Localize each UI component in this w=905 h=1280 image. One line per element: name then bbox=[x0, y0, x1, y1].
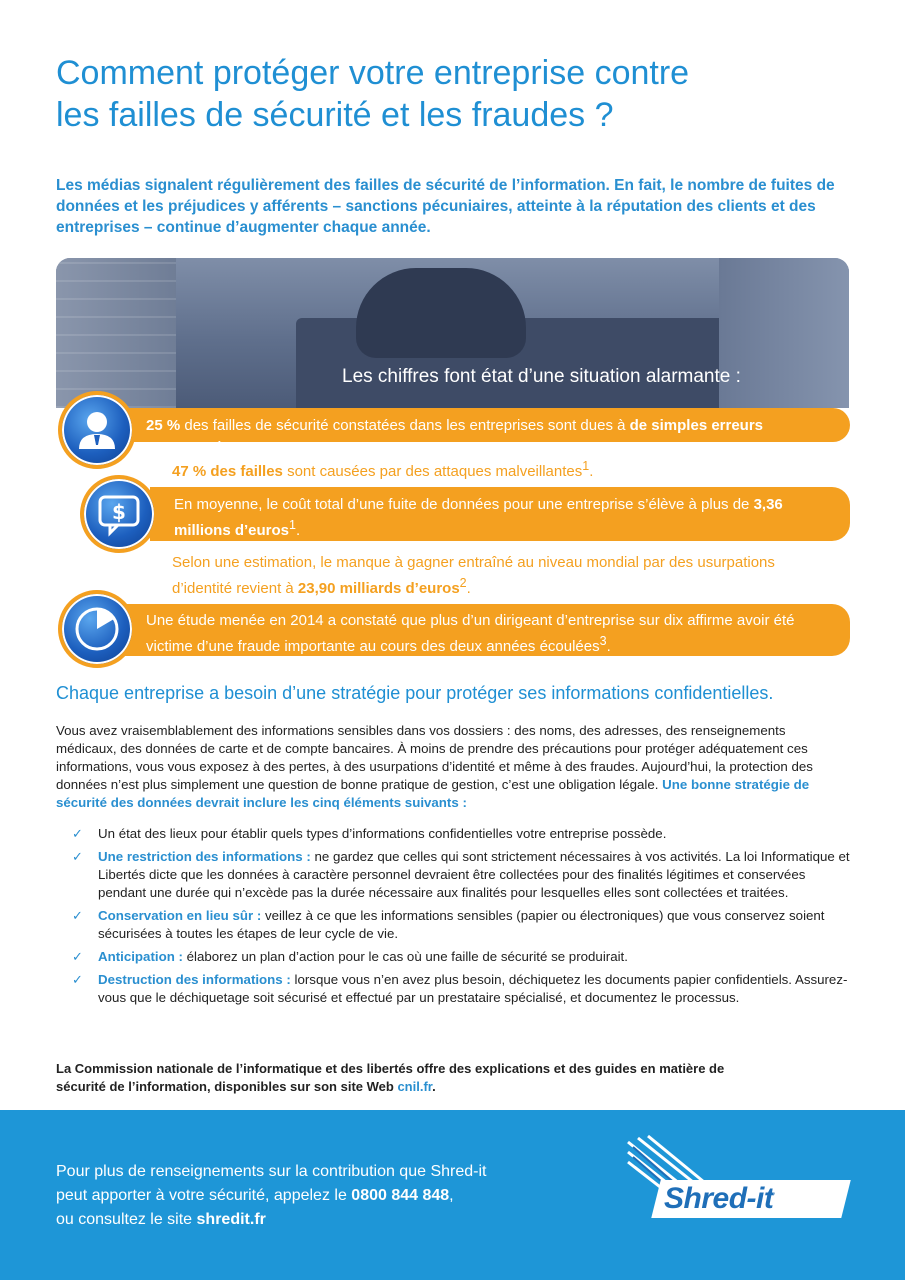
stat-text: des failles de sécurité constatées dans les entreprises sont dues à bbox=[180, 417, 630, 434]
list-item bbox=[72, 971, 852, 1007]
item-label: Une restriction des informations : bbox=[98, 849, 311, 864]
website-link[interactable]: shredit.fr bbox=[196, 1211, 266, 1228]
footer-line-2-end: , bbox=[449, 1187, 454, 1204]
intro-paragraph: Les médias signalent régulièrement des failles de sécurité de l’information. En fait, le nombre de fuites de données et les préjudices y afférents – sanctions pécuniaires, atteinte à la réputation des clients et des entreprises – continue d’augmenter chaque année. bbox=[56, 177, 835, 236]
footer-line-2: peut apporter à votre sécurité, appelez le bbox=[56, 1187, 352, 1204]
stat-percent: 25 % bbox=[146, 417, 181, 434]
stat-malicious-attacks bbox=[172, 456, 593, 482]
pie-chart-icon bbox=[58, 590, 136, 668]
footnote-ref: 1 bbox=[216, 439, 223, 453]
footer bbox=[0, 1110, 905, 1280]
stat-identity-theft bbox=[172, 552, 812, 599]
stat-end: . bbox=[466, 580, 471, 597]
stat-emphasis: 23,90 milliards d’euros bbox=[297, 580, 460, 597]
businessman-icon bbox=[58, 391, 136, 469]
item-text: élaborez un plan d’action pour le cas où une faille de sécurité se produirait. bbox=[182, 949, 628, 964]
cnil-end: . bbox=[432, 1079, 436, 1094]
body-text: Vous avez vraisemblablement des informations sensibles dans vos dossiers : des noms, des adresses, des renseignements médicaux, des données de carte et de compte bancaires. À moins de prendre des précautions pour protéger adéquatement ces informations, vous vous exposez à des pertes, à des usurpations d’identité et même à des fraudes. Aujourd’hui, la protection des données n’est plus simplement une question de bonne pratique de gestion, c’est une obligation légale. bbox=[56, 723, 813, 792]
stat-text: Selon une estimation, le manque à gagner entraîné au niveau mondial par des usurpations d’identité revient à bbox=[172, 554, 775, 597]
dollar-speech-bubble-icon bbox=[80, 475, 158, 553]
item-text: veillez à ce que les informations sensibles (papier ou électroniques) que vous conservez soient sécurisées à toutes les étapes de leur cycle de vie. bbox=[98, 908, 825, 941]
cnil-note bbox=[56, 1060, 776, 1096]
item-label: Anticipation : bbox=[98, 949, 183, 964]
check-icon: ✓ bbox=[72, 972, 83, 987]
stat-end: . bbox=[295, 522, 301, 539]
checklist bbox=[72, 825, 852, 1012]
registered-mark: ® bbox=[773, 1189, 780, 1199]
title-line-2: les failles de sécurité et les fraudes ? bbox=[56, 96, 614, 134]
phone-number[interactable]: 0800 844 848 bbox=[351, 1187, 450, 1204]
check-icon: ✓ bbox=[72, 826, 83, 841]
stat-bar-human-error bbox=[120, 408, 850, 460]
photo-caption: Les chiffres font état d’une situation alarmante : bbox=[342, 366, 741, 387]
item-text: lorsque vous n’en avez plus besoin, déchiquetez les documents papier confidentiels. Assurez-vous que le déchiquetage soit sécurisé et effectué par un prestataire spécialisé, et documentez le processus. bbox=[98, 972, 848, 1005]
stat-text: Une étude menée en 2014 a constaté que plus d’un dirigeant d’entreprise sur dix affirme avoir été victime d’une fraude importante au cours des deux années écoulées bbox=[146, 612, 795, 655]
stat-text: sont causées par des attaques malveillantes bbox=[282, 463, 583, 480]
body-highlight: Une bonne stratégie de sécurité des données devrait inclure les cinq éléments suivants : bbox=[56, 777, 810, 810]
footer-contact bbox=[56, 1160, 576, 1232]
strategy-heading: Chaque entreprise a besoin d’une stratégie pour protéger ses informations confidentielles. bbox=[56, 683, 774, 703]
stat-end: . bbox=[589, 463, 594, 480]
footer-line-1: Pour plus de renseignements sur la contribution que Shred-it bbox=[56, 1163, 487, 1180]
item-text: Un état des lieux pour établir quels types d’informations confidentielles votre entreprise possède. bbox=[98, 826, 667, 841]
cnil-text: La Commission nationale de l’informatique et des libertés offre des explications et des guides en matière de sécurité de l’information, disponibles sur son site Web bbox=[56, 1061, 725, 1094]
item-label: Conservation en lieu sûr : bbox=[98, 908, 262, 923]
check-icon: ✓ bbox=[72, 849, 83, 864]
footnote-ref: 1 bbox=[289, 518, 296, 532]
page-title bbox=[56, 52, 856, 136]
cnil-link[interactable]: cnil.fr bbox=[397, 1079, 433, 1094]
svg-text:$: $ bbox=[112, 500, 126, 524]
check-icon: ✓ bbox=[72, 908, 83, 923]
brick-wall bbox=[56, 258, 176, 408]
stat-bar-fraud-study bbox=[120, 604, 850, 656]
stat-emphasis: 3,36 millions d’euros bbox=[174, 496, 783, 539]
item-text: ne gardez que celles qui sont strictement nécessaires à vos activités. La loi Informatique et Libertés dicte que les données à caractère personnel devraient être collectées pour des finalités légitimes et conservées pendant une durée qui n’excède pas la durée nécessaire aux finalités pour lesquelles elles sont collectées et traitées. bbox=[98, 849, 850, 900]
footnote-ref: 1 bbox=[582, 459, 590, 473]
body-paragraph bbox=[56, 722, 846, 812]
footer-line-3: ou consultez le site bbox=[56, 1211, 197, 1228]
stat-text: En moyenne, le coût total d’une fuite de données pour une entreprise s’élève à plus de bbox=[174, 496, 754, 513]
stat-end: . bbox=[222, 443, 228, 460]
stat-emphasis: 47 % des failles bbox=[172, 463, 283, 480]
list-item bbox=[72, 907, 852, 943]
stat-bar-average-cost bbox=[150, 487, 850, 541]
logo-wordmark bbox=[664, 1182, 779, 1216]
item-label: Destruction des informations : bbox=[98, 972, 291, 987]
title-line-1: Comment protéger votre entreprise contre bbox=[56, 54, 690, 92]
check-icon: ✓ bbox=[72, 949, 83, 964]
stat-end: . bbox=[606, 638, 611, 655]
logo-text: Shred-it bbox=[664, 1182, 774, 1215]
person-silhouette bbox=[356, 268, 526, 358]
list-item bbox=[72, 948, 852, 966]
stat-emphasis: de simples erreurs humaines bbox=[146, 417, 764, 460]
shred-it-logo bbox=[620, 1132, 850, 1242]
list-item bbox=[72, 825, 852, 843]
list-item bbox=[72, 848, 852, 902]
footnote-ref: 3 bbox=[599, 634, 607, 648]
footnote-ref: 2 bbox=[459, 576, 467, 590]
